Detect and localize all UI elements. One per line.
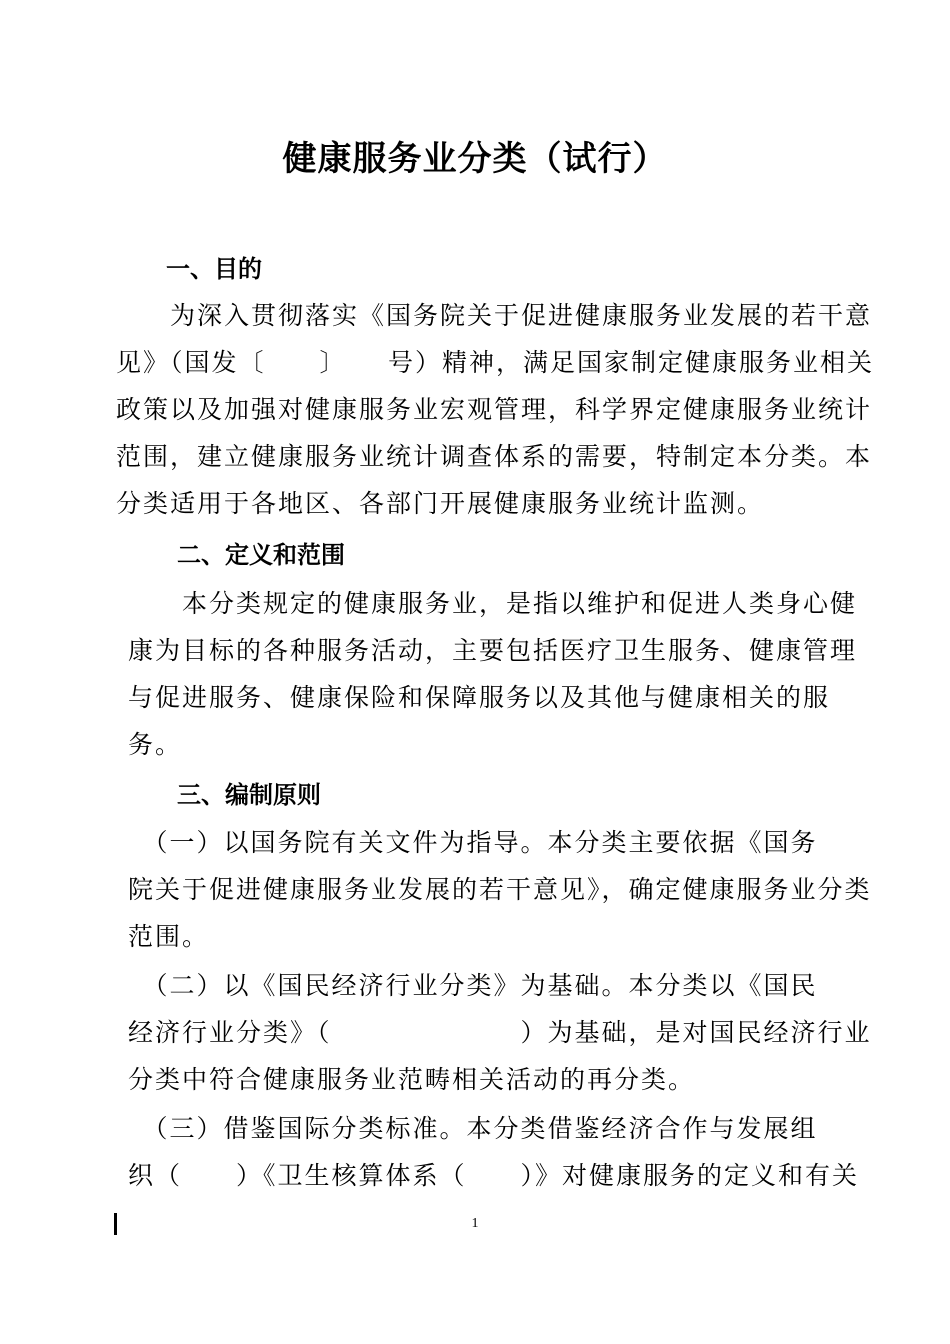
text-line: 分类中符合健康服务业范畴相关活动的再分类。 <box>128 1065 696 1094</box>
text-line: 经济行业分类》（ ）为基础，是对国民经济行业 <box>128 1018 872 1047</box>
text-line: 范围。 <box>128 922 210 951</box>
section-heading-principles: 三、编制原则 <box>177 781 321 809</box>
text-line: 为深入贯彻落实《国务院关于促进健康服务业发展的若干意 <box>116 301 873 330</box>
principle-paragraph-2 <box>128 962 872 1103</box>
principle-paragraph-3 <box>128 1105 860 1199</box>
text-line: （二）以《国民经济行业分类》为基础。本分类以《国民 <box>128 971 818 1000</box>
text-line: 范围，建立健康服务业统计调查体系的需要，特制定本分类。本 <box>116 442 873 471</box>
text-line: （三）借鉴国际分类标准。本分类借鉴经济合作与发展组 <box>128 1114 818 1143</box>
text-line: 与促进服务、健康保险和保障服务以及其他与健康相关的服 <box>128 683 831 712</box>
text-line: （一）以国务院有关文件为指导。本分类主要依据《国务 <box>128 828 818 857</box>
text-line: 本分类规定的健康服务业，是指以维护和促进人类身心健 <box>128 589 858 618</box>
text-line: 院关于促进健康服务业发展的若干意见》，确定健康服务业分类 <box>128 875 872 904</box>
page-number: 1 <box>471 1216 479 1231</box>
text-line: 政策以及加强对健康服务业宏观管理，科学界定健康服务业统计 <box>116 395 873 424</box>
section-body-purpose <box>116 292 875 527</box>
text-line: 康为目标的各种服务活动，主要包括医疗卫生服务、健康管理 <box>128 636 858 665</box>
section-body-definition <box>128 580 858 768</box>
document-title: 健康服务业分类（试行） <box>282 139 668 179</box>
principle-paragraph-1 <box>128 819 872 960</box>
section-heading-purpose: 一、目的 <box>166 255 262 283</box>
section-heading-definition: 二、定义和范围 <box>177 541 345 569</box>
text-line: 分类适用于各地区、各部门开展健康服务业统计监测。 <box>116 489 765 518</box>
text-line: 务。 <box>128 730 183 759</box>
text-line: 织（ ）《卫生核算体系（ ）》对健康服务的定义和有关 <box>128 1161 860 1190</box>
text-line: 见》（国发〔 〕 号）精神，满足国家制定健康服务业相关 <box>116 348 875 377</box>
